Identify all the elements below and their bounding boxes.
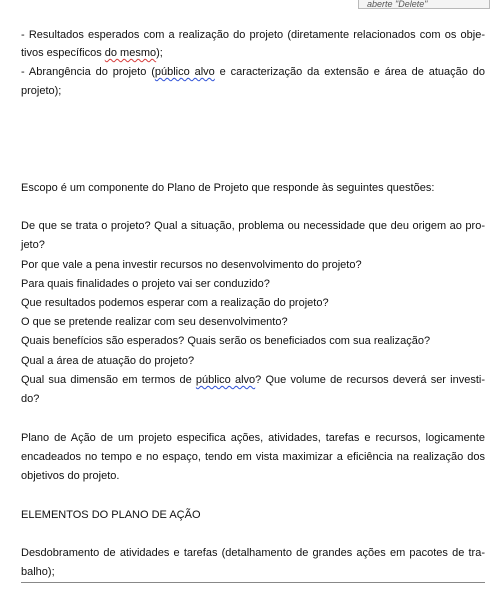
paragraph-line: encadeados no tempo e no espaço, tendo em vista maximizar a eficiência na realização dos: [21, 451, 485, 463]
paragraph-line: [21, 374, 485, 387]
page-bottom-rule: [21, 582, 485, 583]
grammar-flag[interactable]: do mesmo: [104, 47, 157, 59]
paragraph-line: [21, 47, 163, 60]
paragraph-line: Por que vale a pena investir recursos no desenvolvimento do projeto?: [21, 259, 362, 271]
text-run: ? Que volume de recursos deverá ser investi-: [255, 374, 486, 386]
text-run: - Abrangência do projeto (: [21, 66, 155, 78]
paragraph-line: Plano de Ação de um projeto especifica ações, atividades, tarefas e recursos, logicamente: [21, 432, 485, 444]
paragraph-line: Desdobramento de atividades e tarefas (detalhamento de grandes ações em pacotes de tra-: [21, 547, 485, 559]
text-run: tivos específicos: [21, 47, 105, 59]
text-run: e caracterização da extensão e área de atuação do: [214, 66, 485, 78]
paragraph-line: objetivos do projeto.: [21, 470, 120, 482]
paragraph-line: Qual a área de atuação do projeto?: [21, 355, 195, 367]
section-heading: ELEMENTOS DO PLANO DE AÇÃO: [21, 509, 201, 521]
paragraph-line: Que resultados podemos esperar com a realização do projeto?: [21, 297, 329, 309]
paragraph-line: De que se trata o projeto? Qual a situação, problema ou necessidade que deu origem ao pro-: [21, 220, 485, 232]
paragraph-line: Escopo é um componente do Plano de Projeto que responde às seguintes questões:: [21, 182, 435, 194]
text-run: );: [156, 47, 163, 59]
paragraph-line: O que se pretende realizar com seu desenvolvimento?: [21, 316, 288, 328]
autocorrect-tooltip: aberte "Delete": [358, 0, 490, 9]
paragraph-line: [21, 66, 485, 79]
text-run: Qual sua dimensão em termos de: [21, 374, 196, 386]
paragraph-line: jeto?: [21, 239, 45, 251]
paragraph-line: do?: [21, 393, 40, 405]
spellcheck-flag[interactable]: público alvo: [195, 374, 256, 386]
paragraph-line: balho);: [21, 566, 55, 578]
paragraph-line: Quais benefícios são esperados? Quais serão os beneficiados com sua realização?: [21, 335, 431, 347]
paragraph-line: - Resultados esperados com a realização do projeto (diretamente relacionados com os obje-: [21, 29, 485, 41]
paragraph-line: projeto);: [21, 85, 62, 97]
paragraph-line: Para quais finalidades o projeto vai ser conduzido?: [21, 278, 270, 290]
spellcheck-flag[interactable]: público alvo: [154, 66, 215, 78]
